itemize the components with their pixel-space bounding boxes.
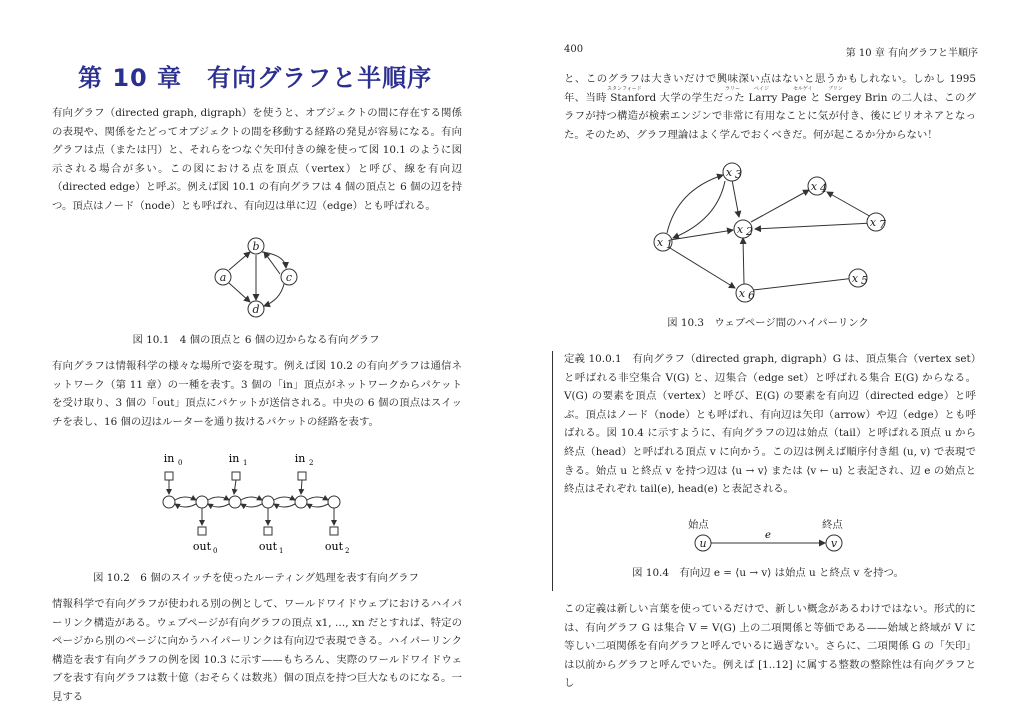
vertex-u [695, 535, 711, 551]
third-paragraph: 情報科学で有向グラフが使われる別の例として、ワールドワイドウェブにおけるハイパーリンク構造がある。ウェブページが有向グラフの頂点 x1, …, xn だとすれば、特定のページから別のページに向かうハイパーリンクは有向辺で表現できる。ハイパーリンク構造を表す有向グラフの例を図 10.3 に示す——もちろん、実際のワールドワイドウェブを表す有向グラフは数十億（おそらくは数兆）個の頂点を持つ巨大なものになる。一見する [52, 598, 462, 703]
svg-text:c: c [285, 271, 293, 284]
tail-label: 始点 [688, 519, 709, 531]
svg-text:a: a [219, 271, 227, 284]
svg-text:5: 5 [861, 274, 868, 287]
vertex-x6 [736, 284, 755, 302]
ruby-larry: ラリー [725, 86, 741, 92]
svg-text:in: in [163, 452, 175, 465]
second-paragraph: 有向グラフは情報科学の様々な場所で姿を現す。例えば図 10.2 の有向グラフは通信ネットワーク（第 11 章）の一種を表す。3 個の「in」頂点がネットワークからパケットを受け取り、3 個の「out」頂点にパケットが送信される。中央の 6 個の頂点はスイッチを表し、16 個の辺はルーターを通り抜けるパケットの経路を表す。 [52, 360, 462, 428]
ruby-sergey: セルゲイ [793, 86, 813, 92]
page-number: 400 [564, 44, 584, 55]
ruby-page: ペイジ [754, 86, 770, 92]
running-head: 第 10 章 有向グラフと半順序 [845, 48, 978, 59]
head-label: 終点 [822, 519, 843, 531]
intro-paragraph: 有向グラフ（directed graph, digraph）を使うと、オブジェクトの間に存在する関係の表現や、関係をたどってオブジェクトの間を移動する経路の発見が容易になる。有向グラフは点（または円）と、それらをつなぐ矢印付きの線を使って図 10.1 のように図示される場合が多い。この図における点を頂点（vertex）と呼び、線を有向辺（directed edge）と呼ぶ。例えば図 10.1 の有向グラフは 4 個の頂点と 6 個の辺を持つ。頂点はノード（node）とも呼ばれ、有向辺は単に辺（edge）とも呼ばれる。 [52, 107, 462, 212]
vertex-b [248, 238, 264, 254]
svg-text:1: 1 [243, 459, 248, 467]
vertex-x3 [723, 163, 742, 181]
figure-10-2 [155, 450, 355, 560]
vertex-a [215, 269, 231, 285]
svg-text:b: b [252, 240, 260, 253]
svg-text:x: x [851, 272, 859, 285]
figure-10-4 [692, 528, 852, 558]
svg-text:1: 1 [279, 547, 284, 555]
vertex-x2 [734, 220, 753, 238]
figure-10-4-caption: 図 10.4 有向辺 e = ⟨u → v⟩ は始点 u と終点 v を持つ。 [632, 567, 904, 579]
figure-10-1 [200, 230, 320, 325]
svg-text:x: x [725, 166, 733, 179]
vertex-v [826, 535, 842, 551]
figure-10-3 [647, 160, 897, 305]
svg-text:x: x [810, 180, 818, 193]
svg-text:x: x [736, 223, 744, 236]
svg-text:0: 0 [213, 547, 218, 555]
svg-text:out: out [324, 540, 344, 553]
svg-text:6: 6 [748, 289, 755, 302]
svg-text:e: e [765, 530, 771, 541]
continued-paragraph: と、このグラフは大きいだけで興味深い点はないと思うかもしれない。しかし 1995 年、当時 Stanford 大学の学生だった Larry Page と Sergey Brin の二人は、このグラフが持つ構造が検索エンジンで非常に有用なことに気が付き、後にビリオネアとなった。そのため、グラフ理論はよく学んでおくべきだ。何が起こるか分からない！ [564, 73, 976, 141]
svg-text:1: 1 [666, 238, 673, 251]
svg-text:4: 4 [820, 182, 827, 195]
right-page [512, 0, 1024, 724]
svg-text:d: d [252, 303, 260, 316]
figure-10-2-caption: 図 10.2 6 個のスイッチを使ったルーティング処理を表す有向グラフ [93, 572, 419, 584]
definition-10-0-1: 定義 10.0.1 有向グラフ（directed graph, digraph）G は、頂点集合（vertex set）と呼ばれる非空集合 V(G) と、辺集合（edge set）と呼ばれる集合 E(G) からなる。V(G) の要素を頂点（vertex）と呼び、E(G) の要素を有向辺（directed edge）と呼ぶ。頂点はノード（node）とも呼ばれ、有向辺は矢印（arrow）や辺（edge）とも呼ばれる。図 10.4 に示すように、有向グラフの辺は始点（tail）と呼ばれる頂点 u から終点（head）と呼ばれる頂点 v に向かう。この辺は例えば順序付き組 (u, v) で表現できる。始点 u と終点 v を持つ辺は ⟨u → v⟩ または ⟨v ← u⟩ と表記され、辺 e の始点と終点はそれぞれ tail(e), head(e) と表記される。 [564, 353, 976, 496]
svg-text:v: v [830, 537, 838, 550]
svg-text:2: 2 [345, 547, 350, 555]
vertex-x4 [808, 177, 827, 195]
svg-text:3: 3 [735, 168, 742, 181]
svg-text:in: in [294, 452, 306, 465]
ruby-brin: ブリン [828, 86, 843, 92]
figure-10-1-caption: 図 10.1 4 個の頂点と 6 個の辺からなる有向グラフ [132, 334, 380, 346]
chapter-title: 第 10 章 有向グラフと半順序 [78, 64, 433, 92]
svg-text:2: 2 [746, 225, 753, 238]
svg-text:in: in [228, 452, 240, 465]
svg-text:out: out [192, 540, 212, 553]
svg-text:2: 2 [309, 459, 314, 467]
svg-text:0: 0 [178, 459, 183, 467]
svg-text:x: x [656, 236, 664, 249]
vertex-d [248, 301, 264, 317]
closing-paragraph: この定義は新しい言葉を使っているだけで、新しい概念があるわけではない。形式的には、有向グラフ G は集合 V = V(G) 上の二項関係と等価である——始域と終域が V に等しい二項関係を有向グラフと呼んでいるに過ぎない。さらに、二項関係 G の「矢印」は以前からグラフと呼んでいた。例えば [1..12] に属する整数の整除性は有向グラフとし [564, 603, 976, 690]
svg-text:out: out [258, 540, 278, 553]
vertex-x5 [849, 269, 868, 287]
figure-10-3-caption: 図 10.3 ウェブページ間のハイパーリンク [667, 317, 869, 329]
svg-text:x: x [738, 287, 746, 300]
ruby-stanford: スタンフォード [607, 86, 642, 92]
svg-text:7: 7 [879, 218, 886, 231]
svg-text:u: u [699, 537, 707, 550]
vertex-x1 [654, 233, 673, 251]
svg-text:x: x [869, 216, 877, 229]
vertex-c [281, 269, 297, 285]
vertex-x7 [867, 213, 886, 231]
definition-rule [552, 351, 553, 591]
